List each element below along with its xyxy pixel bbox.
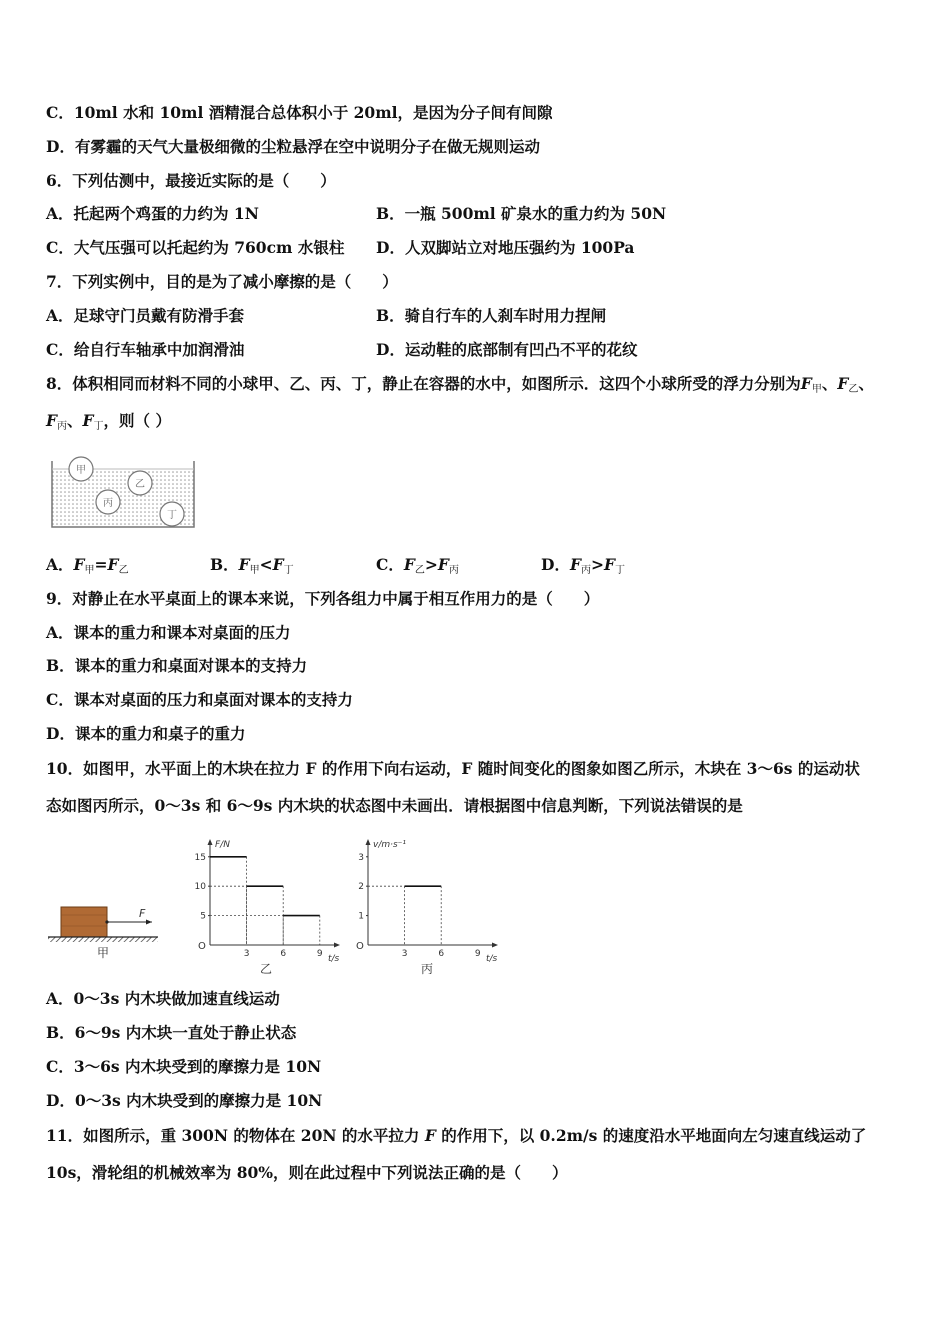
q8-f-symbol: F — [800, 374, 812, 393]
q8-f-symbol: F — [403, 555, 415, 574]
q8-sub: 丙 — [580, 565, 591, 576]
q8-option-d — [541, 555, 625, 581]
q6-option-b: B．一瓶 500ml 矿泉水的重力约为 50N — [376, 204, 667, 223]
q10-fig-bing-caption: 丙 — [420, 962, 434, 975]
q6-option-c: C．大气压强可以托起约为 760cm 水银柱 — [46, 238, 345, 257]
q7-option-b: B．骑自行车的人刹车时用力捏闸 — [376, 306, 607, 325]
q11-stem-part-a: 11．如图所示，重 300N 的物体在 20N 的水平拉力 — [46, 1126, 420, 1145]
chart1-x-label: t/s — [486, 954, 498, 964]
chart1-y-label: v/m·s⁻¹ — [373, 840, 407, 850]
chart0-y-label: F/N — [215, 840, 230, 850]
q8-ball-ding-label: 丁 — [167, 510, 177, 521]
q8-stem-text: 8．体积相同而材料不同的小球甲、乙、丙、丁，静止在容器的水中，如图所示．这四个小球所受的浮力分别为 — [46, 374, 801, 393]
chart0-y-tick-label: 10 — [194, 882, 206, 893]
q8-option-c-prefix: C． — [376, 555, 404, 574]
q8-sub: 甲 — [811, 384, 822, 395]
chart1-x-axis-arrow — [492, 943, 498, 948]
chart1-origin-label: O — [356, 941, 364, 952]
q10-wood-block — [61, 907, 107, 937]
q10-stem-line1: 10．如图甲，水平面上的木块在拉力 F 的作用下向右运动，F 随时间变化的图象如图乙所示，木块在 3～6s 的运动状 — [46, 759, 860, 778]
chart0-x-tick-label: 3 — [243, 949, 250, 959]
q7-option-a: A．足球守门员戴有防滑手套 — [46, 306, 245, 325]
q11-stem-line2: 10s，滑轮组的机械效率为 80%，则在此过程中下列说法正确的是（ ） — [46, 1163, 568, 1182]
q8-f-symbol: F — [569, 555, 581, 574]
q10-option-c: C．3～6s 内木块受到的摩擦力是 10N — [46, 1057, 322, 1076]
q8-container-figure — [48, 455, 200, 533]
q8-option-b-prefix: B． — [210, 555, 239, 574]
q9-stem: 9．对静止在水平桌面上的课本来说，下列各组力中属于相互作用力的是（ ） — [46, 589, 600, 608]
q8-option-c — [376, 555, 459, 581]
chart1-y-tick-label: 2 — [358, 882, 364, 893]
q8-option-b — [210, 555, 294, 581]
q8-sub: 乙 — [118, 565, 129, 576]
q8-gt: > — [590, 555, 604, 574]
chart0-x-tick-label: 6 — [280, 949, 287, 959]
q8-stem-line1 — [46, 374, 874, 400]
q6-options-row1 — [46, 204, 667, 224]
q8-sub: 丁 — [614, 565, 625, 576]
q7-options-row1 — [46, 306, 607, 326]
q8-gt: > — [424, 555, 438, 574]
q8-f-symbol: F — [82, 411, 94, 430]
q11-f-symbol: F — [424, 1126, 436, 1145]
q7-options-row2 — [46, 340, 638, 360]
q6-option-d: D．人双脚站立对地压强约为 100Pa — [376, 238, 635, 257]
q8-option-a — [46, 555, 129, 581]
q7-option-d: D．运动鞋的底部制有凹凸不平的花纹 — [376, 340, 638, 359]
q9-option-d: D．课本的重力和桌子的重力 — [46, 724, 246, 743]
q8-sub: 丙 — [448, 565, 459, 576]
q7-option-c: C．给自行车轴承中加润滑油 — [46, 340, 245, 359]
chart0-y-axis-arrow — [208, 839, 213, 845]
q8-stem-line2 — [46, 411, 171, 437]
q9-option-a: A．课本的重力和课本对桌面的压力 — [46, 623, 291, 642]
q6-stem: 6．下列估测中，最接近实际的是（ ） — [46, 171, 336, 190]
chart1-x-tick-label: 9 — [474, 949, 481, 959]
q8-f-symbol: F — [437, 555, 449, 574]
chart1-x-tick-label: 6 — [438, 949, 445, 959]
q11-stem-line1 — [46, 1126, 866, 1146]
q8-sub: 乙 — [848, 384, 859, 395]
q8-sep: 、 — [858, 374, 874, 393]
chart0-x-tick-label: 9 — [316, 949, 323, 959]
q8-option-d-prefix: D． — [541, 555, 570, 574]
q8-f-symbol: F — [603, 555, 615, 574]
q10-fig-jia — [46, 895, 164, 965]
q8-f-symbol: F — [837, 374, 849, 393]
q8-f-symbol: F — [238, 555, 250, 574]
q8-stem-end: ，则（ ） — [103, 411, 171, 430]
q5-option-c: C．10ml 水和 10ml 酒精混合总体积小于 20ml，是因为分子间有间隙 — [46, 103, 553, 122]
q10-force-label: F — [139, 907, 146, 920]
chart1-y-axis-arrow — [366, 839, 371, 845]
chart0-y-tick-label: 5 — [200, 911, 206, 922]
q5-option-d: D．有雾霾的天气大量极细微的尘粒悬浮在空中说明分子在做无规则运动 — [46, 137, 540, 156]
q8-ball-jia-label: 甲 — [76, 465, 86, 476]
q10-stem-line2: 态如图丙所示，0～3s 和 6～9s 内木块的状态图中未画出．请根据图中信息判断，下列说法错误的是 — [46, 796, 743, 815]
q8-sub: 丁 — [93, 421, 104, 432]
q8-sub: 甲 — [249, 565, 260, 576]
q10-fig-jia-caption: 甲 — [96, 946, 110, 960]
q10-fig-yi-caption: 乙 — [259, 962, 273, 975]
q8-sub: 丁 — [283, 565, 294, 576]
q10-option-d: D．0～3s 内木块受到的摩擦力是 10N — [46, 1091, 323, 1110]
q10-force-arrowhead — [146, 920, 152, 925]
q8-ball-bing-label: 丙 — [103, 498, 113, 509]
chart1-x-tick-label: 3 — [401, 949, 408, 959]
q6-option-a: A．托起两个鸡蛋的力约为 1N — [46, 204, 259, 223]
q8-sub: 甲 — [84, 565, 95, 576]
q8-f-symbol: F — [272, 555, 284, 574]
q8-option-a-prefix: A． — [46, 555, 74, 574]
q10-fig-yi-chart — [190, 835, 350, 975]
chart0-origin-label: O — [198, 941, 206, 952]
chart0-y-tick-label: 15 — [194, 852, 206, 863]
q7-stem: 7．下列实例中，目的是为了减小摩擦的是（ ） — [46, 272, 398, 291]
q10-ground — [48, 937, 158, 942]
q10-force-point — [105, 920, 108, 923]
q10-option-a: A．0～3s 内木块做加速直线运动 — [46, 989, 280, 1008]
q9-option-c: C．课本对桌面的压力和桌面对课本的支持力 — [46, 690, 353, 709]
chart1-y-tick-label: 3 — [358, 852, 364, 863]
q8-lt: < — [259, 555, 273, 574]
q10-fig-bing-chart — [348, 835, 508, 975]
q8-sub: 丙 — [57, 421, 68, 432]
q10-option-b: B．6～9s 内木块一直处于静止状态 — [46, 1023, 297, 1042]
q8-f-symbol: F — [46, 411, 58, 430]
q8-sub: 乙 — [414, 565, 425, 576]
chart0-x-label: t/s — [328, 954, 340, 964]
q8-f-symbol: F — [107, 555, 119, 574]
q6-options-row2 — [46, 238, 635, 258]
q9-option-b: B．课本的重力和桌面对课本的支持力 — [46, 656, 308, 675]
q8-sep: 、 — [67, 411, 83, 430]
q8-sep: 、 — [821, 374, 838, 393]
q11-stem-part-b: 的作用下，以 0.2m/s 的速度沿水平地面向左匀速直线运动了 — [441, 1126, 867, 1145]
q8-ball-yi-label: 乙 — [135, 479, 145, 490]
q8-f-symbol: F — [73, 555, 85, 574]
q8-eq: = — [94, 555, 108, 574]
chart0-x-axis-arrow — [334, 943, 340, 948]
chart1-y-tick-label: 1 — [358, 911, 364, 922]
